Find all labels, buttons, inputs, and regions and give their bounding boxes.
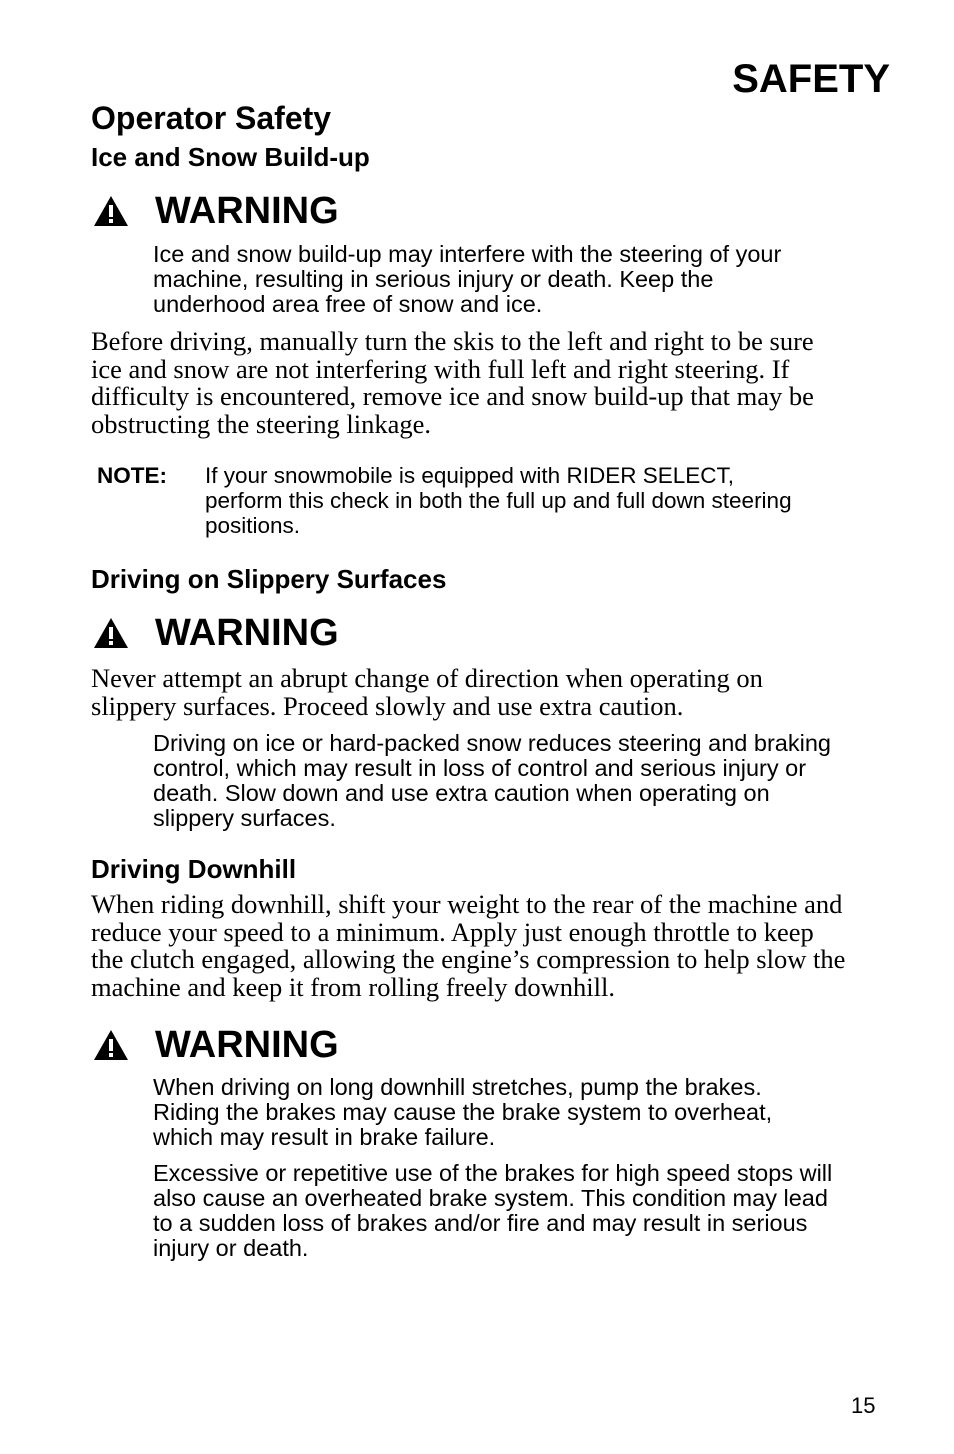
note-line: positions. <box>205 513 301 538</box>
warning-line: Driving on ice or hard-packed snow reduces steering and braking <box>153 730 831 756</box>
warning-line: underhood area free of snow and ice. <box>153 291 543 317</box>
body-paragraph <box>91 891 891 1001</box>
warning-line: slippery surfaces. <box>153 805 336 831</box>
body-line: When riding downhill, shift your weight to the rear of the machine and <box>91 889 843 919</box>
page-title: Operator Safety <box>91 100 332 136</box>
body-line: difficulty is encountered, remove ice and snow build-up that may be <box>91 381 814 412</box>
warning-line: control, which may result in loss of control and serious injury or <box>153 755 807 781</box>
page-number: 15 <box>851 1393 876 1418</box>
body-line: Never attempt an abrupt change of direction when operating on <box>91 663 763 693</box>
body-paragraph <box>91 665 891 720</box>
warning-line: Riding the brakes may cause the brake system to overheat, <box>153 1099 773 1125</box>
section-title: SAFETY <box>732 57 890 101</box>
body-paragraph <box>91 328 891 438</box>
warning-line: also cause an overheated brake system. This condition may lead <box>153 1185 828 1211</box>
warning-text <box>153 731 893 831</box>
note-label: NOTE: <box>97 463 167 488</box>
body-line: the clutch engaged, allowing the engine’s compression to help slow the <box>91 944 846 975</box>
warning-line: death. Slow down and use extra caution when operating on <box>153 780 770 806</box>
warning-text <box>153 1161 893 1261</box>
warning-text <box>153 1075 893 1150</box>
subheading-ice-snow: Ice and Snow Build-up <box>91 142 370 172</box>
warning-line: to a sudden loss of brakes and/or fire and may result in serious <box>153 1210 808 1236</box>
body-line: Before driving, manually turn the skis to the left and right to be sure <box>91 326 814 356</box>
body-line: obstructing the steering linkage. <box>91 408 431 439</box>
body-line: slippery surfaces. Proceed slowly and use extra caution. <box>91 690 684 721</box>
warning-line: Ice and snow build-up may interfere with the steering of your <box>153 241 782 267</box>
note-line: If your snowmobile is equipped with RIDER SELECT, <box>205 463 734 488</box>
subheading-downhill: Driving Downhill <box>91 854 297 884</box>
note-text <box>205 463 885 538</box>
warning-label: WARNING <box>155 612 339 654</box>
warning-line: which may result in brake failure. <box>153 1124 496 1150</box>
warning-text <box>153 242 893 317</box>
warning-triangle-icon <box>92 194 130 228</box>
warning-line: injury or death. <box>153 1235 309 1261</box>
warning-line: Excessive or repetitive use of the brakes for high speed stops will <box>153 1160 833 1186</box>
warning-triangle-icon <box>92 616 130 650</box>
warning-label: WARNING <box>155 1024 339 1066</box>
warning-label: WARNING <box>155 190 339 232</box>
note-line: perform this check in both the full up and full down steering <box>205 488 792 513</box>
warning-triangle-icon <box>92 1028 130 1062</box>
subheading-slippery: Driving on Slippery Surfaces <box>91 564 447 594</box>
body-line: reduce your speed to a minimum. Apply just enough throttle to keep <box>91 916 814 947</box>
warning-line: machine, resulting in serious injury or death. Keep the <box>153 266 714 292</box>
body-line: machine and keep it from rolling freely downhill. <box>91 971 615 1002</box>
body-line: ice and snow are not interfering with full left and right steering. If <box>91 353 790 384</box>
warning-line: When driving on long downhill stretches, pump the brakes. <box>153 1074 762 1100</box>
